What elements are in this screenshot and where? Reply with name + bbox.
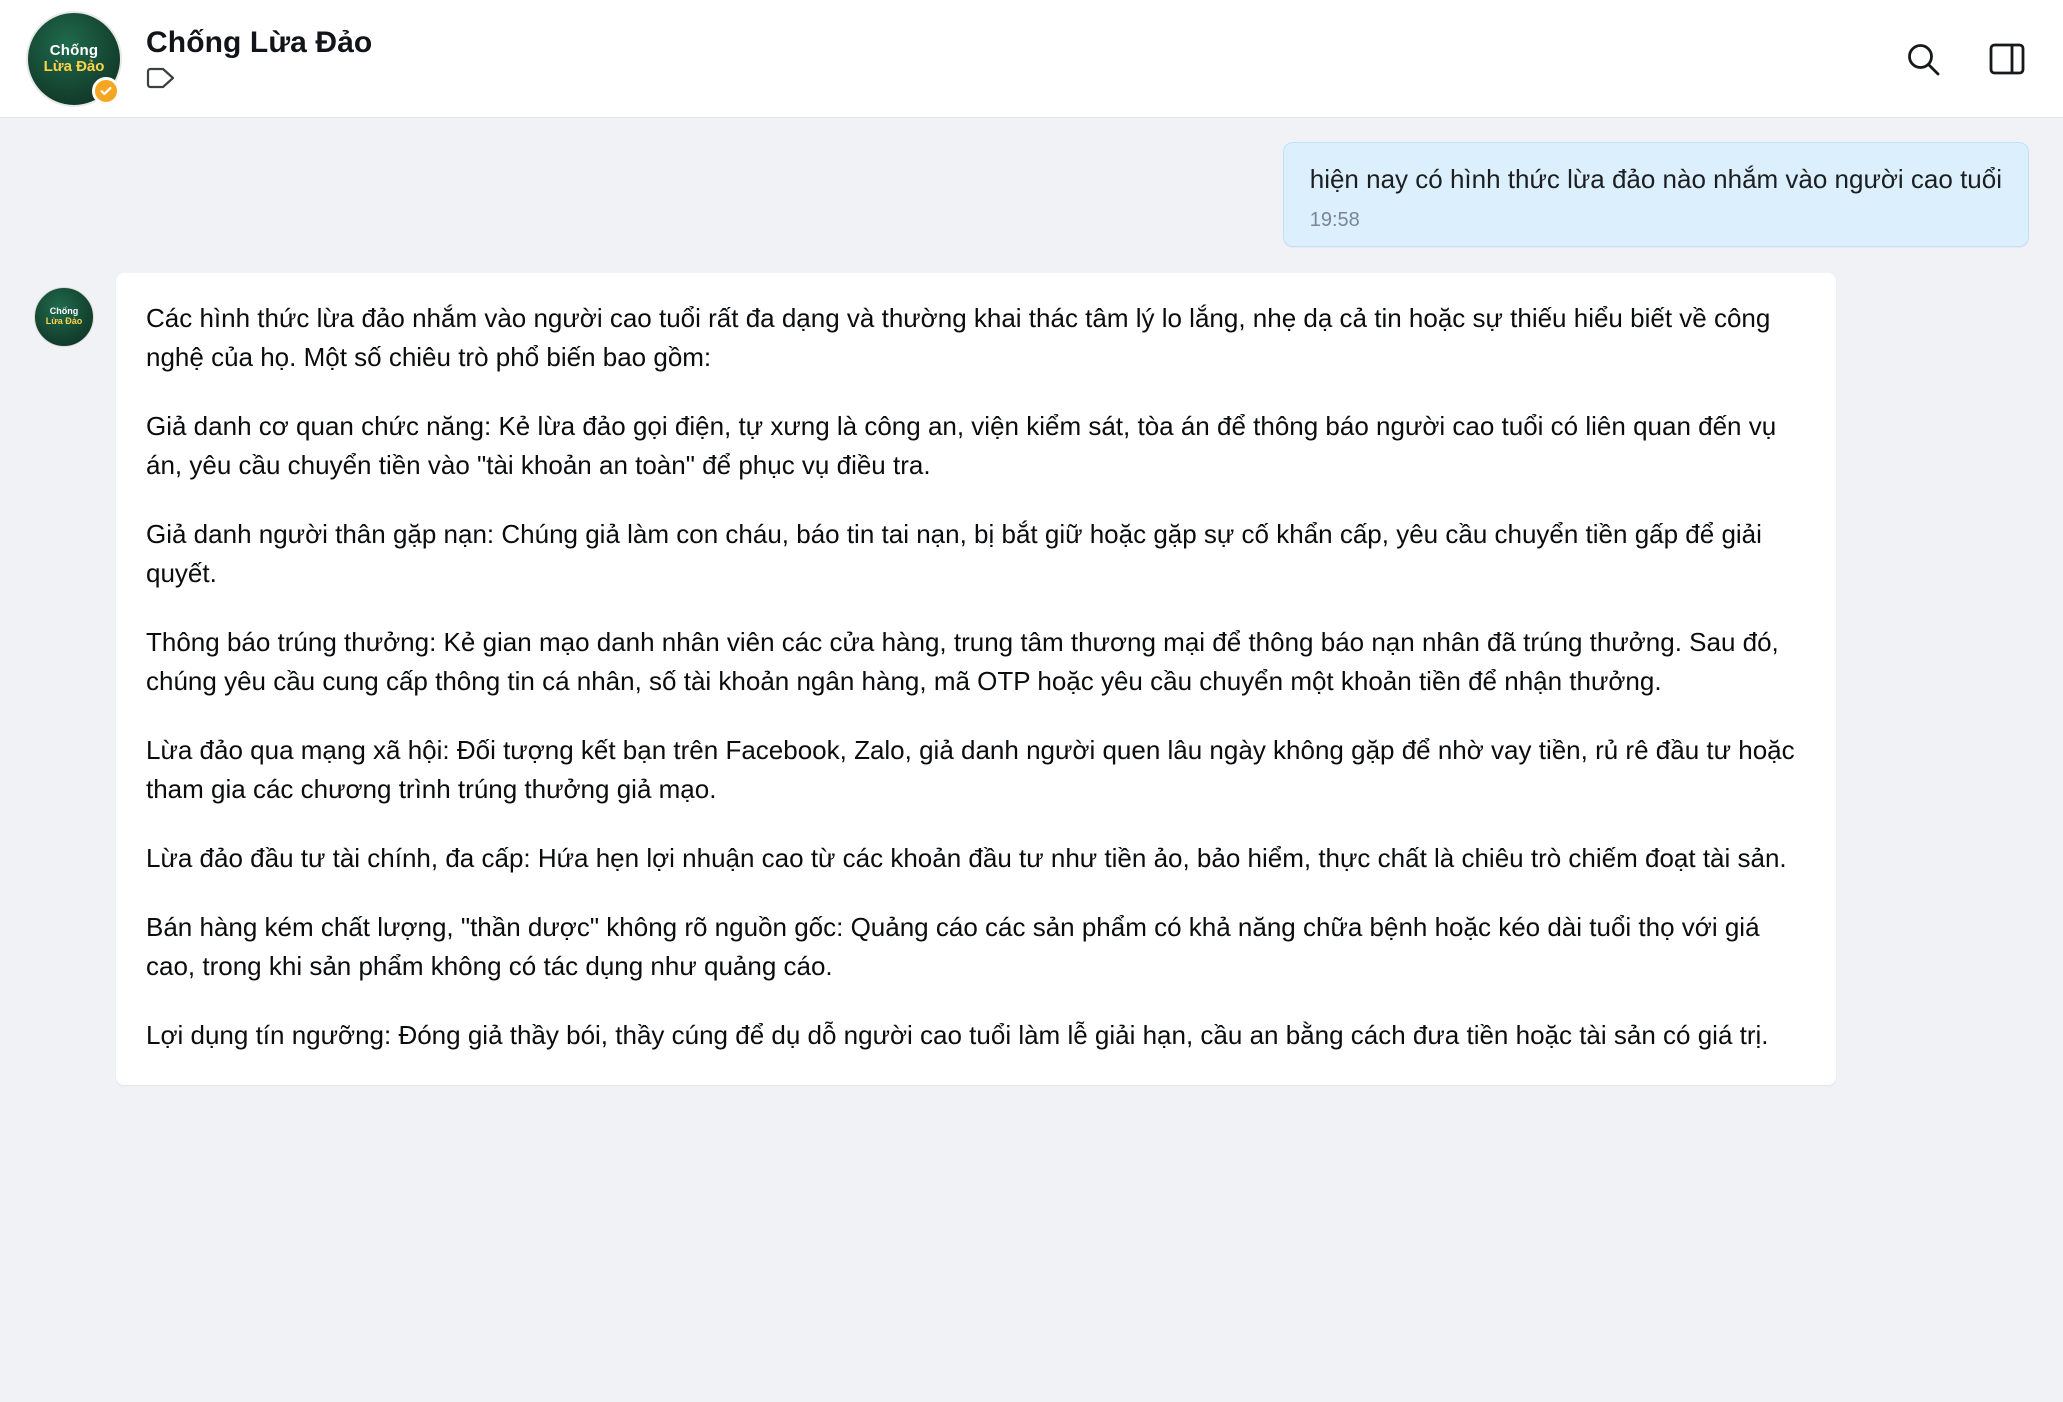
message-avatar[interactable] xyxy=(34,287,94,347)
header-titles xyxy=(146,26,372,91)
avatar-label-line1: Chống xyxy=(49,41,99,59)
header-actions xyxy=(1901,37,2029,81)
message-row-incoming xyxy=(34,273,2029,1085)
avatar[interactable] xyxy=(26,11,122,107)
message-text: hiện nay có hình thức lừa đảo nào nhắm vào người cao tuổi xyxy=(1309,164,2002,194)
sidebar-toggle-icon[interactable] xyxy=(1985,37,2029,81)
message-paragraph: Lừa đảo qua mạng xã hội: Đối tượng kết bạn trên Facebook, Zalo, giả danh người quen lâu ngày không gặp để nhờ vay tiền, rủ rê đầu tư hoặc tham gia các chương trình trúng thưởng giả mạo. xyxy=(146,734,1795,804)
message-avatar-line2: Lừa Đảo xyxy=(45,315,83,326)
page-title: Chống Lừa Đảo xyxy=(146,26,373,59)
verified-badge-icon xyxy=(92,77,120,105)
message-paragraph: Các hình thức lừa đảo nhắm vào người cao tuổi rất đa dạng và thường khai thác tâm lý lo lắng, nhẹ dạ cả tin hoặc sự thiếu hiểu biết về công nghệ của họ. Một số chiêu trò phổ biến bao gồm: xyxy=(146,302,1771,372)
message-paragraph: Thông báo trúng thưởng: Kẻ gian mạo danh nhân viên các cửa hàng, trung tâm thương mại để thông báo nạn nhân đã trúng thưởng. Sau đó, chúng yêu cầu cung cấp thông tin cá nhân, số tài khoản ngân hàng, mã OTP hoặc yêu cầu chuyển một khoản tiền để nhận thưởng. xyxy=(146,626,1779,696)
search-icon[interactable] xyxy=(1901,37,1945,81)
chat-header xyxy=(0,0,2063,118)
message-paragraph: Giả danh người thân gặp nạn: Chúng giả làm con cháu, báo tin tai nạn, bị bắt giữ hoặc gặp sự cố khẩn cấp, yêu cầu chuyển tiền gấp để giải quyết. xyxy=(146,518,1762,588)
header-subtitle-row xyxy=(146,65,372,91)
message-timestamp: 19:58 xyxy=(1309,208,1360,231)
conversation-thread[interactable] xyxy=(0,118,2063,1402)
tag-icon[interactable] xyxy=(146,67,176,89)
message-avatar-line1: Chống xyxy=(49,306,79,317)
message-paragraph: Lợi dụng tín ngưỡng: Đóng giả thầy bói, thầy cúng để dụ dỗ người cao tuổi làm lễ giải hạn, cầu an bằng cách đưa tiền hoặc tài sản có giá trị. xyxy=(146,1019,1769,1050)
message-bubble-incoming[interactable] xyxy=(116,273,1836,1085)
message-paragraph: Bán hàng kém chất lượng, "thần dược" không rõ nguồn gốc: Quảng cáo các sản phẩm có khả năng chữa bệnh hoặc kéo dài tuổi thọ với giá cao, trong khi sản phẩm không có tác dụng như quảng cáo. xyxy=(146,911,1760,981)
avatar-label-line2: Lừa Đảo xyxy=(43,57,105,75)
message-row-outgoing xyxy=(34,142,2029,247)
message-avatar-image xyxy=(34,287,94,347)
message-gap xyxy=(34,247,2029,273)
message-paragraph: Giả danh cơ quan chức năng: Kẻ lừa đảo gọi điện, tự xưng là công an, viện kiểm sát, tòa án để thông báo người cao tuổi có liên quan đến vụ án, yêu cầu chuyển tiền vào "tài khoản an toàn" để phục vụ điều tra. xyxy=(146,410,1777,480)
message-bubble-outgoing[interactable] xyxy=(1283,142,2029,247)
message-paragraph: Lừa đảo đầu tư tài chính, đa cấp: Hứa hẹn lợi nhuận cao từ các khoản đầu tư như tiền ảo, bảo hiểm, thực chất là chiêu trò chiếm đoạt tài sản. xyxy=(146,842,1787,873)
